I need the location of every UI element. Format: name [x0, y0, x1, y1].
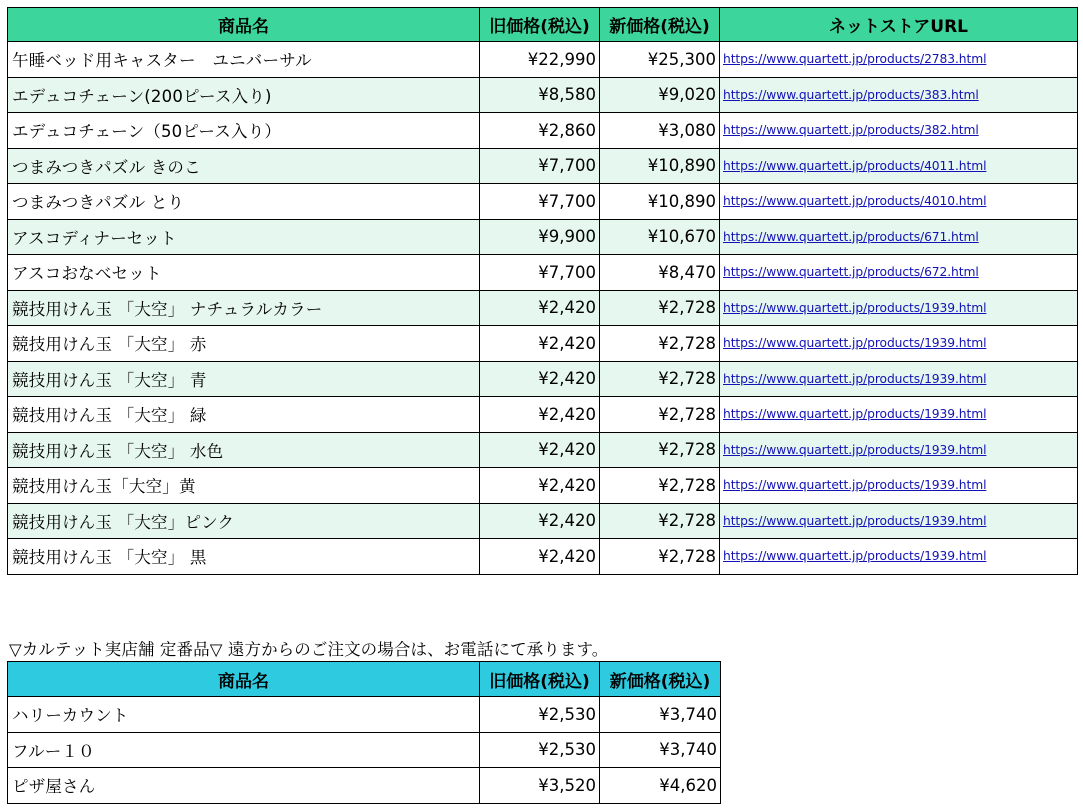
- old-price: ¥7,700: [480, 255, 600, 291]
- store-url-link[interactable]: https://www.quartett.jp/products/383.html: [723, 87, 979, 102]
- old-price: ¥7,700: [480, 148, 600, 184]
- store-note: ▽カルテット実店舗 定番品▽ 遠方からのご注文の場合は、お電話にて承ります。: [9, 640, 609, 659]
- store-url-link[interactable]: https://www.quartett.jp/products/1939.html: [723, 371, 987, 386]
- table-row: [8, 361, 1078, 397]
- new-price: ¥2,728: [600, 539, 720, 575]
- old-price: ¥2,420: [480, 539, 600, 575]
- new-price: ¥2,728: [600, 290, 720, 326]
- store-url-link[interactable]: https://www.quartett.jp/products/1939.html: [723, 513, 987, 528]
- store-url-link[interactable]: https://www.quartett.jp/products/672.html: [723, 265, 979, 280]
- url-cell: [720, 290, 1078, 326]
- new-price: ¥3,740: [600, 732, 721, 768]
- table-row: [8, 113, 1078, 149]
- old-price: ¥9,900: [480, 219, 600, 255]
- store-url-link[interactable]: https://www.quartett.jp/products/1939.html: [723, 442, 987, 457]
- product-name: エデュコチェーン（50ピース入り）: [8, 113, 480, 149]
- header-new-price: 新価格(税込): [600, 8, 720, 42]
- table-row: [8, 326, 1078, 362]
- new-price: ¥3,740: [600, 697, 721, 733]
- url-cell: [720, 184, 1078, 220]
- store-url-link[interactable]: https://www.quartett.jp/products/1939.html: [723, 407, 987, 422]
- product-name: 競技用けん玉 「大空」 青: [8, 361, 480, 397]
- url-cell: [720, 432, 1078, 468]
- header-old-price: 旧価格(税込): [480, 662, 600, 697]
- old-price: ¥2,420: [480, 290, 600, 326]
- product-name: つまみつきパズル きのこ: [8, 148, 480, 184]
- new-price: ¥8,470: [600, 255, 720, 291]
- product-name: 午睡ベッド用キャスター ユニバーサル: [8, 42, 480, 78]
- url-cell: [720, 361, 1078, 397]
- old-price: ¥8,580: [480, 77, 600, 113]
- header-product-name: 商品名: [8, 662, 480, 697]
- online-price-table: [7, 7, 1078, 575]
- product-name: フルー１０: [8, 732, 480, 768]
- product-name: 競技用けん玉 「大空」 ナチュラルカラー: [8, 290, 480, 326]
- store-url-link[interactable]: https://www.quartett.jp/products/1939.html: [723, 300, 987, 315]
- url-cell: [720, 397, 1078, 433]
- product-name: つまみつきパズル とり: [8, 184, 480, 220]
- store-url-link[interactable]: https://www.quartett.jp/products/671.html: [723, 229, 979, 244]
- table-row: [8, 732, 721, 768]
- new-price: ¥2,728: [600, 432, 720, 468]
- new-price: ¥10,890: [600, 184, 720, 220]
- table-row: [8, 768, 721, 804]
- new-price: ¥2,728: [600, 361, 720, 397]
- new-price: ¥9,020: [600, 77, 720, 113]
- table-row: [8, 432, 1078, 468]
- new-price: ¥25,300: [600, 42, 720, 78]
- product-name: エデュコチェーン(200ピース入り): [8, 77, 480, 113]
- old-price: ¥2,420: [480, 326, 600, 362]
- new-price: ¥4,620: [600, 768, 721, 804]
- old-price: ¥2,860: [480, 113, 600, 149]
- product-name: アスコおなべセット: [8, 255, 480, 291]
- url-cell: [720, 113, 1078, 149]
- table-row: [8, 255, 1078, 291]
- header-new-price: 新価格(税込): [600, 662, 721, 697]
- new-price: ¥10,670: [600, 219, 720, 255]
- old-price: ¥3,520: [480, 768, 600, 804]
- table-header-row: [8, 662, 721, 697]
- old-price: ¥2,530: [480, 697, 600, 733]
- url-cell: [720, 326, 1078, 362]
- url-cell: [720, 77, 1078, 113]
- table-row: [8, 697, 721, 733]
- table-header-row: [8, 8, 1078, 42]
- product-name: アスコディナーセット: [8, 219, 480, 255]
- new-price: ¥3,080: [600, 113, 720, 149]
- new-price: ¥2,728: [600, 468, 720, 504]
- product-name: 競技用けん玉 「大空」 黒: [8, 539, 480, 575]
- table-row: [8, 468, 1078, 504]
- product-name: 競技用けん玉 「大空」 水色: [8, 432, 480, 468]
- table-row: [8, 397, 1078, 433]
- product-name: 競技用けん玉「大空」黄: [8, 468, 480, 504]
- store-url-link[interactable]: https://www.quartett.jp/products/1939.html: [723, 336, 987, 351]
- url-cell: [720, 468, 1078, 504]
- table-row: [8, 219, 1078, 255]
- old-price: ¥22,990: [480, 42, 600, 78]
- url-cell: [720, 148, 1078, 184]
- old-price: ¥2,420: [480, 503, 600, 539]
- store-url-link[interactable]: https://www.quartett.jp/products/2783.html: [723, 52, 987, 67]
- store-url-link[interactable]: https://www.quartett.jp/products/4011.html: [723, 158, 987, 173]
- product-name: 競技用けん玉 「大空」 赤: [8, 326, 480, 362]
- url-cell: [720, 539, 1078, 575]
- new-price: ¥10,890: [600, 148, 720, 184]
- store-price-table: [7, 661, 721, 804]
- url-cell: [720, 503, 1078, 539]
- header-old-price: 旧価格(税込): [480, 8, 600, 42]
- url-cell: [720, 42, 1078, 78]
- old-price: ¥2,420: [480, 397, 600, 433]
- table-row: [8, 148, 1078, 184]
- new-price: ¥2,728: [600, 503, 720, 539]
- store-url-link[interactable]: https://www.quartett.jp/products/1939.html: [723, 549, 987, 564]
- product-name: 競技用けん玉 「大空」 緑: [8, 397, 480, 433]
- header-store-url: ネットストアURL: [720, 8, 1078, 42]
- header-product-name: 商品名: [8, 8, 480, 42]
- url-cell: [720, 255, 1078, 291]
- store-url-link[interactable]: https://www.quartett.jp/products/382.html: [723, 123, 979, 138]
- store-url-link[interactable]: https://www.quartett.jp/products/4010.html: [723, 194, 987, 209]
- table-row: [8, 503, 1078, 539]
- store-url-link[interactable]: https://www.quartett.jp/products/1939.html: [723, 478, 987, 493]
- old-price: ¥7,700: [480, 184, 600, 220]
- old-price: ¥2,420: [480, 361, 600, 397]
- new-price: ¥2,728: [600, 326, 720, 362]
- old-price: ¥2,530: [480, 732, 600, 768]
- url-cell: [720, 219, 1078, 255]
- old-price: ¥2,420: [480, 468, 600, 504]
- product-name: 競技用けん玉 「大空」ピンク: [8, 503, 480, 539]
- table-row: [8, 42, 1078, 78]
- table-row: [8, 77, 1078, 113]
- product-name: ハリーカウント: [8, 697, 480, 733]
- table-row: [8, 539, 1078, 575]
- product-name: ピザ屋さん: [8, 768, 480, 804]
- table-row: [8, 184, 1078, 220]
- table-row: [8, 290, 1078, 326]
- new-price: ¥2,728: [600, 397, 720, 433]
- old-price: ¥2,420: [480, 432, 600, 468]
